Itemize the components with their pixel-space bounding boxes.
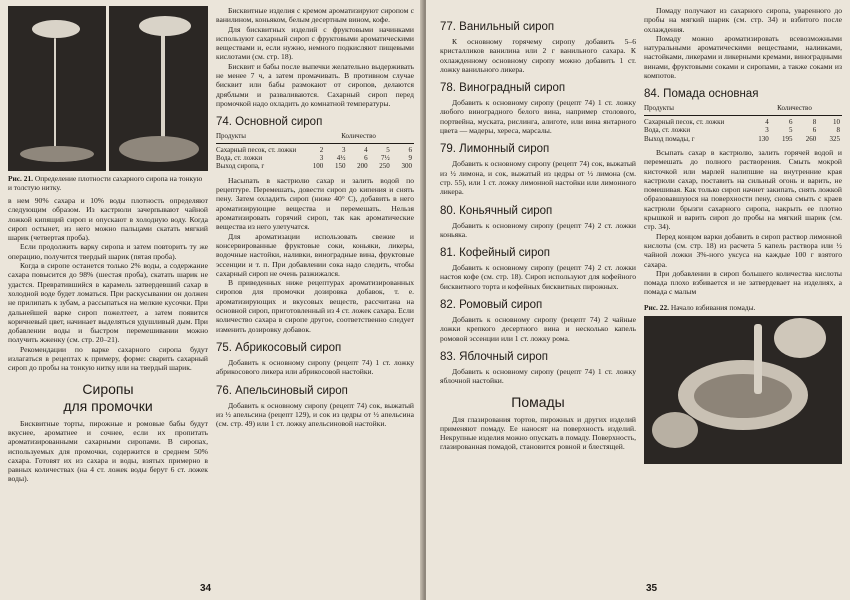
table-cell: 6	[812, 126, 817, 135]
table-cell: 9	[408, 154, 412, 163]
paragraph: Насыпать в кастрюлю сахар и залить водой по рецептуре. Перемешать, довести сироп до кипения и снять пену. Затем охладить сироп (ниже 40° С), добавить в него ароматизирующие вещества и перемешать. Нельзя ароматизировать горячий сироп, так как ароматические вещества из него улетучатся.	[216, 175, 414, 232]
paragraph: Для глазирования тортов, пирожных и других изделий применяют помаду. Ее наносят на поверхность изделий. Некрупные изделия можно опускать в помаду. Поверхность, глазированная помадой, становится ровной и блестящей.	[440, 414, 636, 452]
recipe-79-title: 79. Лимонный сироп	[440, 143, 550, 156]
table-row	[644, 115, 842, 126]
table-cell: 6	[788, 117, 793, 126]
recipe-82-title: 82. Ромовый сироп	[440, 299, 543, 312]
paragraph: Бисквитные изделия с кремом ароматизируют сиропом с ванилином, коньяком, белым десертным вином, кофе.	[216, 6, 414, 25]
table-cell-label: Сахарный песок, ст. ложки	[644, 117, 725, 126]
section-title-line: для промочки	[63, 397, 153, 414]
paragraph: Всыпать сахар в кастрюлю, залить горячей водой и перемешать до полного растворения. Смыть мокрой кисточкой или марлей налипшие на внутренние края кастрюли сахар, поставить на сильный огонь и варить, не помешивая. Как только сироп начнет закипать, снять ложкой образовавшуюся на поверхности пену, снова смыть с краев кастрюли брызги сахарного сиропа, накрыть ее плотно крышкой и варить сироп до пробы на мягкий шарик (см. стр. 34).	[644, 148, 842, 232]
section-title-line: Сиропы	[82, 380, 134, 397]
table-cell: 4½	[336, 154, 346, 163]
table-row	[644, 135, 842, 143]
paragraph: В приведенных ниже рецептурах ароматизированных сиропов для промочки дозировка добавок, т. е. ароматизирующих и вкусовых веществ, рассчитана на основной сироп, приготовленный из 4 ст. ложек сахара. Если количество сахара в сиропе другое, соответственно следует изменить дозировку добавок.	[216, 278, 414, 334]
recipe-80-title: 80. Коньячный сироп	[440, 204, 553, 217]
paragraph: Для бисквитных изделий с фруктовыми начинками используют сахарный сироп с фруктовыми ароматическими веществами и, если нужно, немного подкисляют пищевыми кислотами (см. стр. 18).	[216, 24, 414, 62]
table-header-products: Продукты	[644, 104, 747, 115]
table-header-quantity: Количество	[747, 104, 842, 115]
table-cell: 260	[805, 134, 817, 143]
figure-21-caption-text: Определение плотности сахарного сиропа на тонкую и толстую нитку.	[8, 174, 203, 192]
figure-22-caption-text: Начало взбивания помады.	[670, 302, 756, 312]
table-cell: 130	[758, 134, 769, 143]
paragraph: Бисквитные торты, пирожные и ромовые бабы будут вкуснее, ароматнее и сочнее, если их пропитать ароматизированными сахарными сиропами. В сиропах, используемых для промочки, содержится в среднем 50% сахара. Готовят их из сахара и воды, взятых примерно в равных количествах (на 4 ст. ложек воды берут 6 ст. ложек воды).	[8, 418, 208, 484]
table-cell: 195	[781, 134, 793, 143]
left-column-2	[216, 6, 414, 428]
table-header-products: Продукты	[216, 132, 303, 143]
figure-21-photo-thick-thread	[109, 6, 208, 171]
table-row	[216, 162, 414, 170]
page-number-right: 35	[646, 583, 658, 594]
table-cell: 3	[319, 154, 324, 163]
table-cell: 150	[334, 162, 346, 171]
paragraph: в нем 90% сахара и 10% воды плотность определяют следующим образом. Из кастрюли зачерпывают чайной ложкой кипящий сироп и опускают в холодную воду. Когда сироп остынет, из него можно пальцами скатать мягкий шарик (четвертая проба).	[8, 196, 208, 243]
table-cell: 325	[829, 134, 840, 143]
table-cell-label: Вода, ст. ложки	[644, 126, 691, 135]
section-title-syrups	[8, 381, 208, 415]
figure-22-caption	[644, 303, 842, 312]
figure-21-photo-thin-thread	[8, 6, 106, 171]
paragraph: Бисквит и бабы после выпечки желательно выдерживать не менее 7 ч, а затем промачивать. В противном случае бисквит или бабы размокают от сиропов, делаются дряблыми и разваливаются. Сахарный сироп перед промочкой надо охладить до комнатной температуры.	[216, 61, 414, 108]
table-cell-label: Вода, ст. ложки	[216, 154, 263, 163]
table-cell: 300	[401, 162, 412, 171]
recipe-81-title: 81. Кофейный сироп	[440, 247, 550, 260]
page-number-left: 34	[200, 583, 212, 594]
table-cell: 6	[364, 154, 368, 163]
table-cell: 200	[357, 162, 368, 171]
recipe-78-text: Добавить к основному сиропу (рецепт 74) 1 ст. ложку любого виноградного белого вина, например столового, портвейна, муската, рислинга, алиготе, или вина янтарного цвета — мадеры, хереса, марсалы.	[440, 98, 636, 136]
paragraph: При добавлении в сироп большего количества кислоты помада плохо взбивается и не затвердевает на изделиях, а помада с малым	[644, 268, 842, 297]
recipe-84-table	[644, 104, 842, 143]
table-cell: 10	[833, 117, 840, 126]
table-cell: 100	[312, 162, 324, 171]
table-cell: 5	[788, 126, 793, 135]
recipe-82-text: Добавить к основному сиропу (рецепт 74) 2 чайные ложки крепкого десертного вина и несколько капель ромовой эссенции или 1 ст. ложку рома.	[440, 315, 636, 343]
table-cell: 7½	[381, 154, 390, 163]
table-cell-label: Сахарный песок, ст. ложки	[216, 145, 297, 154]
table-cell: 3	[765, 126, 769, 135]
table-cell: 6	[408, 145, 412, 154]
table-cell-label: Выход помады, г	[644, 134, 695, 143]
right-column-1	[440, 6, 636, 452]
recipe-75-title: 75. Абрикосовый сироп	[216, 341, 342, 354]
table-cell: 8	[812, 117, 817, 126]
paragraph: Когда в сиропе останется только 2% воды, а содержание сахара повысится до 98% (шестая проба), скатать шарик не удастся. Превратившийся в карамель затвердевший сахар в холодной воде будет ломаться. При раскусывании он должен не прилипать к зубам, а рассыпаться на мелкие кусочки. При дальнейшей варке сироп пожелтеет, а затем появится коричневый цвет, начинает выделяться удушливый дым. При добавлении воды и быстром перемешивании можно получить жженку (см. стр. 20–21).	[8, 261, 208, 345]
table-cell: 4	[765, 117, 769, 126]
recipe-74-table	[216, 132, 414, 171]
recipe-83-title: 83. Яблочный сироп	[440, 350, 548, 363]
figure-22-caption-label: Рис. 22.	[644, 302, 669, 312]
recipe-77-title: 77. Ванильный сироп	[440, 21, 555, 33]
paragraph: Перед концом варки добавить в сироп раствор лимонной кислоты (см. стр. 18) из расчета 5 капель раствора или ½ чайной ложки 3%-ного уксуса на каждые 100 г взятого сахара.	[644, 231, 842, 269]
paragraph: Помаду получают из сахарного сиропа, уваренного до пробы на мягкий шарик (см. стр. 34) и взбитого после охлаждения.	[644, 6, 842, 34]
figure-21	[8, 6, 208, 171]
paragraph: Рекомендации по варке сахарного сиропа будут излагаться в рецептах к примеру, форме: сварить сахарный сироп до пробы на тонкую нитку или на твердый шарик.	[8, 344, 208, 373]
right-column-2	[644, 6, 842, 464]
table-cell: 8	[836, 126, 840, 135]
section-title-fondant: Помады	[511, 393, 565, 410]
paragraph: Если продолжить варку сиропа и затем повторить ту же операцию, получится твердый шарик (пятая проба).	[8, 242, 208, 261]
recipe-77-text: К основному горячему сиропу добавить 5–6 кристалликов ванилина или 2 г ванильного сахара. К охлажденному основному сиропу можно добавить 1 ст. ложку ванильного ликера.	[440, 37, 636, 74]
figure-22-photo-whipping-fondant	[644, 316, 842, 464]
table-cell: 3	[341, 145, 346, 154]
recipe-78-title: 78. Виноградный сироп	[440, 82, 566, 95]
recipe-81-text: Добавить к основному сиропу (рецепт 74) 2 ст. ложки настоя кофе (см. стр. 18). Сироп используют для кофейного бисквитного торта и кофейных бисквитных пирожных.	[440, 263, 636, 291]
recipe-76-text: Добавить к основному сиропу (рецепт 74) сок, выжатый из ½ апельсина (рецепт 129), и сок из цедры от ½ апельсина (см. стр. 49) или 1 ст. ложку апельсиновой настойки.	[216, 400, 414, 429]
figure-21-caption	[8, 174, 208, 192]
table-header-quantity: Количество	[303, 132, 414, 143]
left-page	[0, 0, 424, 600]
table-cell: 2	[319, 145, 324, 154]
recipe-74-title: 74. Основной сироп	[216, 116, 323, 129]
recipe-84-title: 84. Помада основная	[644, 88, 759, 101]
recipe-80-text: Добавить к основному сиропу (рецепт 74) 2 ст. ложки коньяка.	[440, 220, 636, 239]
paragraph: Для ароматизации использовать свежие и консервированные фруктовые соки, коньяки, ликеры, водочные настойки, наливки, виноградные вина, фруктовые эссенции и т. п. При добавлении сока надо следить, чтобы сахарный сироп не очень разжижался.	[216, 231, 414, 278]
recipe-79-text: Добавить к основному сиропу (рецепт 74) сок, выжатый из ½ лимона, и сок, выжатый из цедры от ½ лимона (см. стр. 55), или 1 ст. ложку лимонной настойки или лимонного ликера.	[440, 159, 636, 197]
recipe-75-text: Добавить к основному сиропу (рецепт 74) 1 ст. ложку абрикосового ликера или абрикосовой настойки.	[216, 357, 414, 377]
table-cell: 4	[364, 145, 368, 154]
right-page	[426, 0, 850, 600]
paragraph: Помаду можно ароматизировать всевозможными натуральными ароматическими веществами, наливками, настойками, ликерами и ликерными кремами, виноградными винами, фруктовыми соками и сиропами, а также соками из компотов.	[644, 33, 842, 81]
table-cell-label: Выход сиропа, г	[216, 162, 265, 171]
recipe-76-title: 76. Апельсиновый сироп	[216, 384, 348, 397]
recipe-83-text: Добавить к основному сиропу (рецепт 74) 1 ст. ложку яблочной настойки.	[440, 366, 636, 386]
left-column-1	[8, 6, 208, 484]
figure-21-caption-label: Рис. 21.	[8, 174, 33, 183]
table-row	[644, 126, 842, 134]
table-row	[216, 143, 414, 154]
table-cell: 250	[379, 162, 390, 171]
table-row	[216, 154, 414, 162]
table-cell: 5	[386, 145, 390, 154]
